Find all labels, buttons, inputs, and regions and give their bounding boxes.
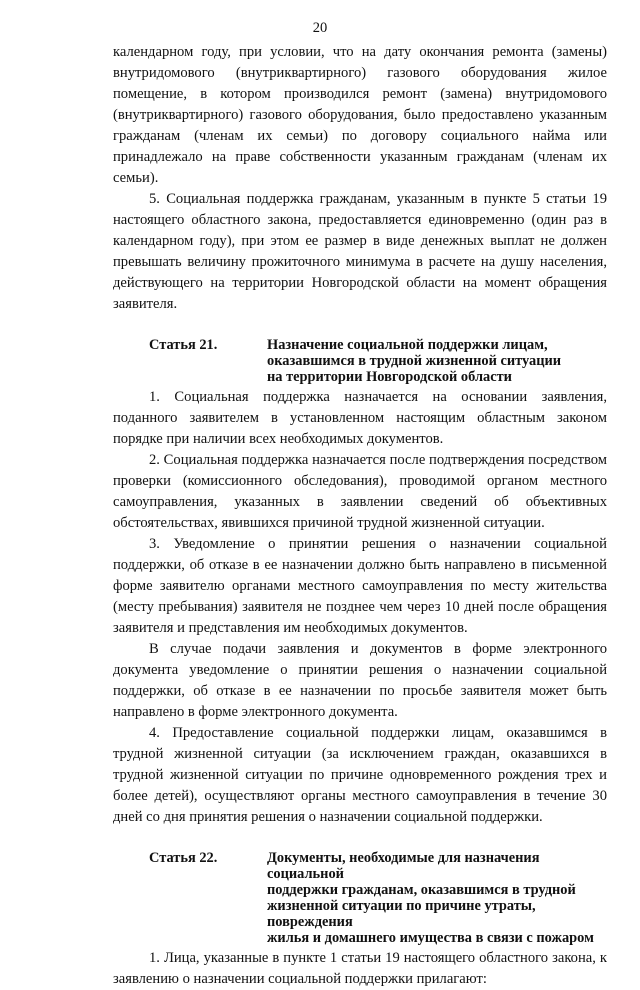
article-22-heading: [113, 850, 607, 946]
article-title-line: жизненной ситуации по причине утраты, повреждения: [267, 898, 536, 930]
article-label: Статья 21.: [149, 337, 218, 353]
paragraph: В случае подачи заявления и документов в форме электронного документа уведомление о принятии решения о назначении социальной поддержки, об отказе в ее назначении по просьбе заявителя может быть направлено в форме электронного документа.: [113, 641, 607, 720]
paragraph-item-5: 5. Социальная поддержка гражданам, указанным в пункте 5 статьи 19 настоящего областного закона, предоставляется единовременно (один раз в календарном году), при этом ее размер в виде денежных выплат не должен превышать величину прожиточного минимума в расчете на душу населения, действующего на территории Новгородской области на момент обращения заявителя.: [113, 191, 607, 312]
article-title-line: оказавшимся в трудной жизненной ситуации: [267, 353, 562, 369]
article-title-line: жилья и домашнего имущества в связи с пожаром: [267, 930, 594, 946]
article-title-line: Назначение социальной поддержки лицам,: [267, 337, 548, 353]
paragraph: 2. Социальная поддержка назначается после подтверждения посредством проверки (комиссионного обследования), проводимой органом местного самоуправления, указанных в заявлении сведений об объективных обстоятельствах, явившихся причиной трудной жизненной ситуации.: [113, 452, 607, 531]
page-number: 20: [312, 20, 328, 36]
article-label: Статья 22.: [149, 850, 218, 866]
document-body: [113, 42, 607, 990]
paragraph: 4. Предоставление социальной поддержки лицам, оказавшимся в трудной жизненной ситуации (за исключением граждан, оказавшихся в трудной жизненной ситуации по причине одновременного рождения трех и более детей), осуществляют органы местного самоуправления в течение 30 дней со дня принятия решения о назначении социальной поддержки.: [113, 725, 607, 825]
article-title-line: Документы, необходимые для назначения социальной: [267, 850, 540, 882]
paragraph: 1. Социальная поддержка назначается на основании заявления, поданного заявителем в установленном настоящим областным законом порядке при наличии всех необходимых документов.: [113, 389, 607, 447]
article-title: [261, 850, 607, 946]
article-21-heading: [113, 337, 607, 385]
article-title-line: поддержки гражданам, оказавшимся в трудной: [267, 882, 576, 898]
article-title-line: на территории Новгородской области: [267, 369, 512, 385]
paragraph-continuation: календарном году, при условии, что на дату окончания ремонта (замены) внутридомового (внутриквартирного) газового оборудования жилое помещение, в котором производился ремонт (замена) внутридомового (внутриквартирного) газового оборудования, было предоставлено указанным гражданам (членам их семьи) по договору социального найма или принадлежало на праве собственности указанным гражданам (членам их семьи).: [113, 44, 607, 186]
paragraph: 1. Лица, указанные в пункте 1 статьи 19 настоящего областного закона, к заявлению о назначении социальной поддержки прилагают:: [113, 950, 607, 987]
article-title: [261, 337, 607, 385]
paragraph: 3. Уведомление о принятии решения о назначении социальной поддержки, об отказе в ее назначении должно быть направлено в письменной форме заявителю органами местного самоуправления по месту жительства (месту пребывания) заявителя не позднее чем через 10 дней после обращения заявителя и представления им необходимых документов.: [113, 536, 607, 636]
